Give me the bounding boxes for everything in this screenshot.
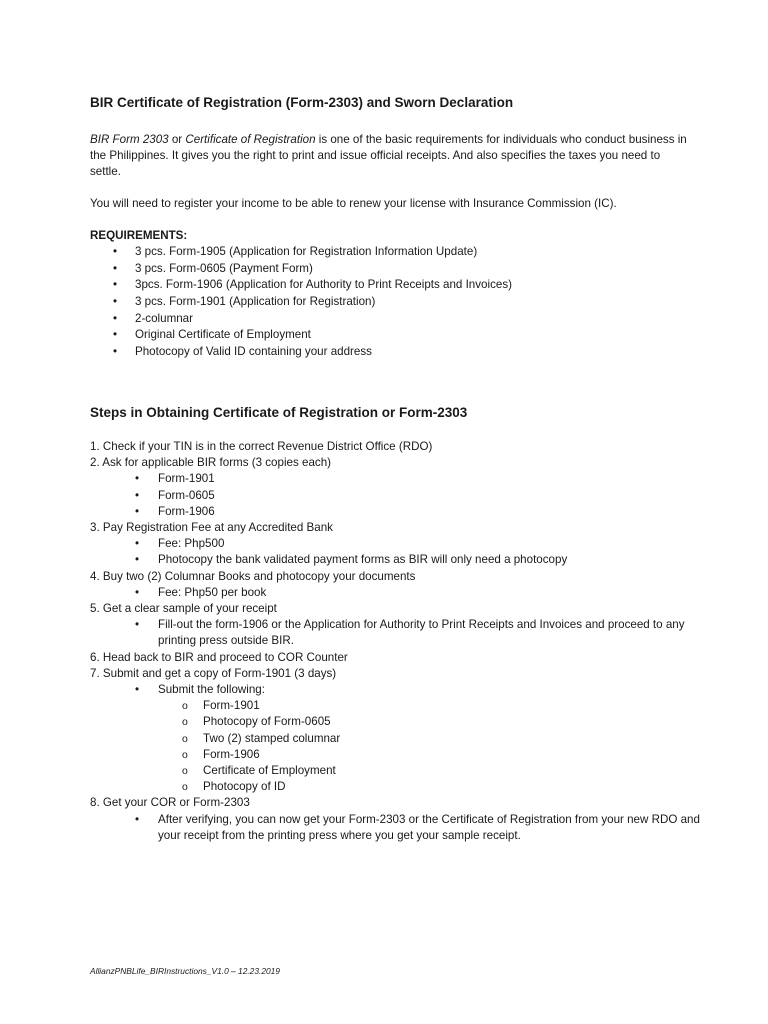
intro-paragraph — [90, 132, 690, 181]
step-item: 8. Get your COR or Form-2303 — [90, 796, 250, 810]
requirement-item: • Photocopy of Valid ID containing your address — [113, 344, 512, 361]
step-nested-list — [90, 698, 700, 795]
step-subitem — [90, 488, 700, 504]
requirement-item: • 3 pcs. Form-0605 (Payment Form) — [113, 261, 512, 278]
step-subitem — [90, 617, 700, 649]
step-subitem-list — [90, 812, 700, 844]
intro-form-name: BIR Form 2303 — [90, 133, 169, 146]
step-item: 1. Check if your TIN is in the correct Revenue District Office (RDO) — [90, 440, 433, 453]
step-item: 6. Head back to BIR and proceed to COR Counter — [90, 650, 348, 664]
step-subitem-text: After verifying, you can now get your Form-2303 or the Certificate of Registration from your new RDO and your receipt from the printing press where you get your sample receipt. — [158, 812, 700, 842]
step-subitem-list — [90, 471, 700, 520]
requirement-item: • 3 pcs. Form-1905 (Application for Registration Information Update) — [113, 244, 512, 261]
step-subitem-list — [90, 585, 700, 601]
section-2-title: Steps in Obtaining Certificate of Registration or Form-2303 — [90, 405, 468, 420]
requirement-item: • 3 pcs. Form-1901 (Application for Registration) — [113, 294, 512, 311]
section-1-title: BIR Certificate of Registration (Form-2303) and Sworn Declaration — [90, 95, 514, 110]
step-subitem-text: Fee: Php50 per book — [158, 585, 267, 599]
step-nested-item: o Two (2) stamped columnar — [90, 731, 700, 747]
requirement-item: • 2-columnar — [113, 311, 512, 328]
step-subitem — [90, 471, 700, 487]
step-subitem-text: Submit the following: — [158, 683, 265, 697]
step-subitem-list — [90, 536, 700, 568]
step-nested-item: o Photocopy of Form-0605 — [90, 714, 700, 730]
requirement-item: • 3pcs. Form-1906 (Application for Authority to Print Receipts and Invoices) — [113, 277, 512, 294]
step-subitem — [90, 812, 700, 844]
step-item: 5. Get a clear sample of your receipt — [90, 602, 277, 616]
step-nested-item: o Form-1901 — [90, 698, 700, 714]
step-subitem-text: Form-1901 — [158, 472, 215, 486]
step-item: 2. Ask for applicable BIR forms (3 copies each) — [90, 456, 332, 470]
step-subitem-text: Fill-out the form-1906 or the Application for Authority to Print Receipts and Invoices and proceed to any printing press outside BIR. — [158, 618, 685, 648]
requirements-label: REQUIREMENTS: — [90, 229, 188, 242]
step-subitem-list — [90, 682, 700, 795]
requirements-list — [113, 244, 512, 361]
intro-rest: is one of the basic requirements for individuals who conduct business in the Philippines. It gives you the right to print and issue official receipts. And also specifies the taxes you need to settle. — [90, 133, 687, 179]
step-subitem-list — [90, 617, 700, 649]
step-item: 7. Submit and get a copy of Form-1901 (3 days) — [90, 666, 337, 680]
step-subitem-text: Fee: Php500 — [158, 537, 225, 551]
step-nested-item: o Certificate of Employment — [90, 763, 700, 779]
intro-or: or — [168, 133, 186, 146]
step-nested-item: o Photocopy of ID — [90, 779, 700, 795]
step-subitem — [90, 552, 700, 568]
step-nested-item: o Form-1906 — [90, 747, 700, 763]
document-footer: AllianzPNBLife_BIRInstructions_V1.0 – 12.23.2019 — [90, 966, 280, 976]
step-subitem — [90, 504, 700, 520]
requirement-item: • Original Certificate of Employment — [113, 327, 512, 344]
intro-cor-name: Certificate of Registration — [185, 133, 316, 146]
step-subitem-text: Photocopy the bank validated payment forms as BIR will only need a photocopy — [158, 553, 568, 567]
step-item: 3. Pay Registration Fee at any Accredited Bank — [90, 521, 333, 535]
ic-paragraph: You will need to register your income to be able to renew your license with Insurance Commission (IC). — [90, 197, 617, 210]
step-subitem — [90, 536, 700, 552]
steps-list — [90, 439, 700, 844]
step-item: 4. Buy two (2) Columnar Books and photocopy your documents — [90, 569, 416, 583]
step-subitem — [90, 682, 700, 698]
step-subitem-text: Form-1906 — [158, 504, 215, 518]
step-subitem-text: Form-0605 — [158, 488, 215, 502]
step-subitem — [90, 585, 700, 601]
